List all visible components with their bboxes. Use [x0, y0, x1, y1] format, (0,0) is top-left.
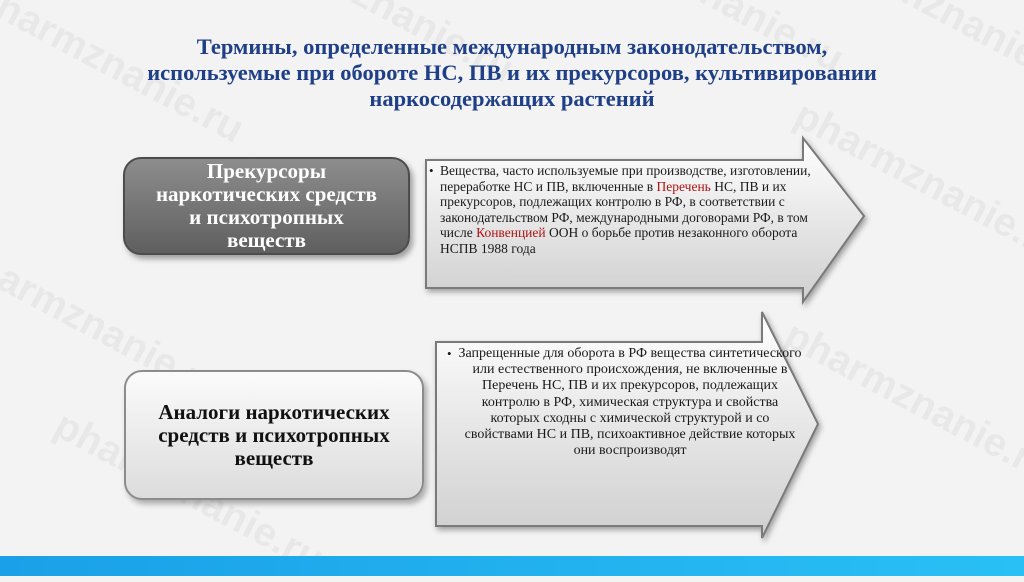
term-label-line: Аналоги наркотических — [158, 399, 390, 424]
footer-bar — [0, 556, 1024, 576]
term-label-line: наркотических средств — [155, 182, 378, 206]
term-precursors-box — [123, 157, 410, 255]
slide-title — [60, 34, 964, 112]
definition-arrow-precursors — [418, 138, 868, 308]
definition-arrow-analogues — [432, 312, 822, 542]
definition-text — [428, 163, 828, 257]
definition-item: • Вещества, часто используемые при производстве, изготовлении, переработке НС и ПВ, включенные в Перечень НС, ПВ и их прекурсоров, подлежащих контролю в РФ, в соответствии с законодательством РФ, международными договорами РФ, в том числе Конвенцией ООН о борьбе против незаконного оборота НСПВ 1988 года — [440, 163, 828, 257]
definition-item: • Запрещенные для оборота в РФ вещества синтетического или естественного происхождения, не включенные в Перечень НС, ПВ и их прекурсоров, подлежащих контролю в РФ, химическая структура и свойства которых сходны с химической структурой и со свойствами НС и ПВ, психоактивное действие которых они воспроизводят — [458, 346, 802, 459]
term-label-line: и психотропных — [189, 205, 344, 229]
title-line: используемые при обороте НС, ПВ и их прекурсоров, культивировании — [147, 60, 877, 85]
term-analogues-box — [124, 370, 424, 500]
title-line: Термины, определенные международным законодательством, — [196, 34, 828, 59]
term-label-line: средств и психотропных — [158, 422, 390, 447]
highlight-perechen: Перечень — [656, 178, 711, 194]
term-label-line: веществ — [234, 445, 314, 470]
term-label-line: Прекурсоры — [206, 159, 327, 183]
highlight-konventsiya: Конвенцией — [476, 225, 546, 241]
term-label-line: веществ — [227, 228, 306, 252]
definition-text — [446, 346, 802, 459]
title-line: наркосодержащих растений — [369, 86, 655, 111]
